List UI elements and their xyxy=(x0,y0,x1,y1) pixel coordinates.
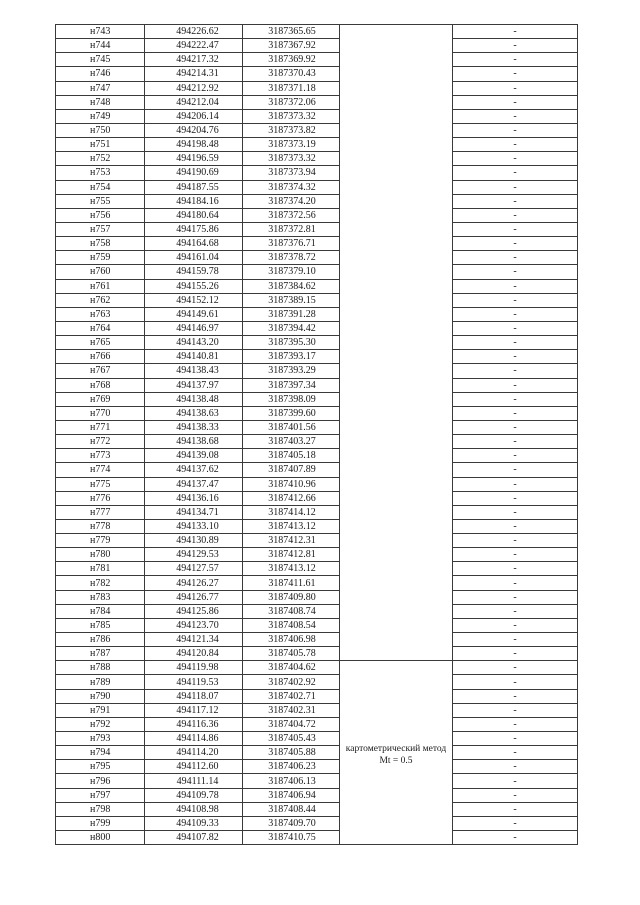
x-coordinate-cell: 494136.16 xyxy=(145,491,243,505)
point-name-cell: н752 xyxy=(56,152,145,166)
table-row xyxy=(56,590,578,604)
point-name-cell: н790 xyxy=(56,689,145,703)
note-cell: - xyxy=(453,505,578,519)
table-row xyxy=(56,67,578,81)
point-name-cell: н743 xyxy=(56,25,145,39)
y-coordinate-cell: 3187402.71 xyxy=(243,689,340,703)
table-row xyxy=(56,53,578,67)
y-coordinate-cell: 3187401.56 xyxy=(243,420,340,434)
note-cell: - xyxy=(453,180,578,194)
table-row xyxy=(56,166,578,180)
point-name-cell: н779 xyxy=(56,534,145,548)
note-cell: - xyxy=(453,307,578,321)
x-coordinate-cell: 494118.07 xyxy=(145,689,243,703)
y-coordinate-cell: 3187398.09 xyxy=(243,392,340,406)
x-coordinate-cell: 494138.33 xyxy=(145,420,243,434)
note-cell: - xyxy=(453,350,578,364)
x-coordinate-cell: 494222.47 xyxy=(145,39,243,53)
y-coordinate-cell: 3187412.31 xyxy=(243,534,340,548)
note-cell: - xyxy=(453,53,578,67)
table-row xyxy=(56,463,578,477)
table-row xyxy=(56,519,578,533)
note-cell: - xyxy=(453,364,578,378)
x-coordinate-cell: 494187.55 xyxy=(145,180,243,194)
x-coordinate-cell: 494126.77 xyxy=(145,590,243,604)
point-name-cell: н795 xyxy=(56,760,145,774)
y-coordinate-cell: 3187369.92 xyxy=(243,53,340,67)
table-row xyxy=(56,265,578,279)
point-name-cell: н796 xyxy=(56,774,145,788)
point-name-cell: н776 xyxy=(56,491,145,505)
note-cell: - xyxy=(453,109,578,123)
x-coordinate-cell: 494121.34 xyxy=(145,633,243,647)
note-cell: - xyxy=(453,590,578,604)
point-name-cell: н786 xyxy=(56,633,145,647)
point-name-cell: н744 xyxy=(56,39,145,53)
y-coordinate-cell: 3187402.92 xyxy=(243,675,340,689)
x-coordinate-cell: 494114.86 xyxy=(145,732,243,746)
table-row xyxy=(56,435,578,449)
point-name-cell: н782 xyxy=(56,576,145,590)
table-row xyxy=(56,647,578,661)
point-name-cell: н747 xyxy=(56,81,145,95)
x-coordinate-cell: 494198.48 xyxy=(145,138,243,152)
note-cell: - xyxy=(453,675,578,689)
note-cell: - xyxy=(453,67,578,81)
table-row xyxy=(56,194,578,208)
point-name-cell: н789 xyxy=(56,675,145,689)
y-coordinate-cell: 3187408.54 xyxy=(243,618,340,632)
point-name-cell: н788 xyxy=(56,661,145,675)
x-coordinate-cell: 494108.98 xyxy=(145,802,243,816)
table-row xyxy=(56,675,578,689)
x-coordinate-cell: 494155.26 xyxy=(145,279,243,293)
y-coordinate-cell: 3187373.32 xyxy=(243,152,340,166)
x-coordinate-cell: 494212.92 xyxy=(145,81,243,95)
table-row xyxy=(56,760,578,774)
y-coordinate-cell: 3187372.56 xyxy=(243,208,340,222)
x-coordinate-cell: 494214.31 xyxy=(145,67,243,81)
x-coordinate-cell: 494149.61 xyxy=(145,307,243,321)
table-row xyxy=(56,420,578,434)
y-coordinate-cell: 3187365.65 xyxy=(243,25,340,39)
x-coordinate-cell: 494180.64 xyxy=(145,208,243,222)
y-coordinate-cell: 3187405.78 xyxy=(243,647,340,661)
note-cell: - xyxy=(453,194,578,208)
table-row xyxy=(56,39,578,53)
y-coordinate-cell: 3187407.89 xyxy=(243,463,340,477)
table-row xyxy=(56,152,578,166)
note-cell: - xyxy=(453,576,578,590)
x-coordinate-cell: 494137.62 xyxy=(145,463,243,477)
table-row xyxy=(56,534,578,548)
note-cell: - xyxy=(453,618,578,632)
y-coordinate-cell: 3187408.44 xyxy=(243,802,340,816)
note-cell: - xyxy=(453,774,578,788)
note-cell: - xyxy=(453,661,578,675)
y-coordinate-cell: 3187410.75 xyxy=(243,831,340,845)
x-coordinate-cell: 494123.70 xyxy=(145,618,243,632)
table-row xyxy=(56,802,578,816)
table-row xyxy=(56,661,578,675)
table-row xyxy=(56,633,578,647)
table-row xyxy=(56,138,578,152)
point-name-cell: н754 xyxy=(56,180,145,194)
y-coordinate-cell: 3187412.66 xyxy=(243,491,340,505)
y-coordinate-cell: 3187414.12 xyxy=(243,505,340,519)
point-name-cell: н784 xyxy=(56,604,145,618)
note-cell: - xyxy=(453,746,578,760)
x-coordinate-cell: 494138.48 xyxy=(145,392,243,406)
y-coordinate-cell: 3187373.32 xyxy=(243,109,340,123)
point-name-cell: н749 xyxy=(56,109,145,123)
y-coordinate-cell: 3187405.43 xyxy=(243,732,340,746)
x-coordinate-cell: 494117.12 xyxy=(145,703,243,717)
note-cell: - xyxy=(453,816,578,830)
note-cell: - xyxy=(453,732,578,746)
x-coordinate-cell: 494111.14 xyxy=(145,774,243,788)
note-cell: - xyxy=(453,689,578,703)
note-cell: - xyxy=(453,222,578,236)
table-row xyxy=(56,222,578,236)
table-row xyxy=(56,321,578,335)
note-cell: - xyxy=(453,208,578,222)
point-name-cell: н791 xyxy=(56,703,145,717)
table-row xyxy=(56,477,578,491)
point-name-cell: н787 xyxy=(56,647,145,661)
point-name-cell: н745 xyxy=(56,53,145,67)
table-row xyxy=(56,562,578,576)
note-cell: - xyxy=(453,831,578,845)
x-coordinate-cell: 494212.04 xyxy=(145,95,243,109)
x-coordinate-cell: 494116.36 xyxy=(145,717,243,731)
y-coordinate-cell: 3187376.71 xyxy=(243,237,340,251)
point-name-cell: н775 xyxy=(56,477,145,491)
table-row xyxy=(56,208,578,222)
x-coordinate-cell: 494190.69 xyxy=(145,166,243,180)
table-row xyxy=(56,732,578,746)
x-coordinate-cell: 494152.12 xyxy=(145,293,243,307)
y-coordinate-cell: 3187404.62 xyxy=(243,661,340,675)
point-name-cell: н777 xyxy=(56,505,145,519)
y-coordinate-cell: 3187406.23 xyxy=(243,760,340,774)
y-coordinate-cell: 3187413.12 xyxy=(243,519,340,533)
y-coordinate-cell: 3187367.92 xyxy=(243,39,340,53)
note-cell: - xyxy=(453,788,578,802)
point-name-cell: н761 xyxy=(56,279,145,293)
y-coordinate-cell: 3187408.74 xyxy=(243,604,340,618)
point-name-cell: н783 xyxy=(56,590,145,604)
point-name-cell: н799 xyxy=(56,816,145,830)
y-coordinate-cell: 3187405.88 xyxy=(243,746,340,760)
x-coordinate-cell: 494159.78 xyxy=(145,265,243,279)
y-coordinate-cell: 3187378.72 xyxy=(243,251,340,265)
note-cell: - xyxy=(453,717,578,731)
table-row xyxy=(56,746,578,760)
point-name-cell: н794 xyxy=(56,746,145,760)
point-name-cell: н756 xyxy=(56,208,145,222)
y-coordinate-cell: 3187406.94 xyxy=(243,788,340,802)
x-coordinate-cell: 494137.97 xyxy=(145,378,243,392)
y-coordinate-cell: 3187379.10 xyxy=(243,265,340,279)
x-coordinate-cell: 494146.97 xyxy=(145,321,243,335)
table-row xyxy=(56,364,578,378)
table-row xyxy=(56,95,578,109)
point-name-cell: н780 xyxy=(56,548,145,562)
point-name-cell: н746 xyxy=(56,67,145,81)
point-name-cell: н757 xyxy=(56,222,145,236)
note-cell: - xyxy=(453,138,578,152)
coordinates-table-body xyxy=(56,25,578,845)
note-cell: - xyxy=(453,265,578,279)
x-coordinate-cell: 494127.57 xyxy=(145,562,243,576)
note-cell: - xyxy=(453,633,578,647)
note-cell: - xyxy=(453,647,578,661)
x-coordinate-cell: 494133.10 xyxy=(145,519,243,533)
point-name-cell: н798 xyxy=(56,802,145,816)
y-coordinate-cell: 3187409.80 xyxy=(243,590,340,604)
table-row xyxy=(56,576,578,590)
table-row xyxy=(56,689,578,703)
table-row xyxy=(56,831,578,845)
point-name-cell: н767 xyxy=(56,364,145,378)
y-coordinate-cell: 3187373.19 xyxy=(243,138,340,152)
y-coordinate-cell: 3187406.98 xyxy=(243,633,340,647)
point-name-cell: н773 xyxy=(56,449,145,463)
note-cell: - xyxy=(453,760,578,774)
point-name-cell: н758 xyxy=(56,237,145,251)
y-coordinate-cell: 3187391.28 xyxy=(243,307,340,321)
note-cell: - xyxy=(453,123,578,137)
x-coordinate-cell: 494196.59 xyxy=(145,152,243,166)
method-label: картометрический метод Mt = 0.5 xyxy=(345,743,447,766)
note-cell: - xyxy=(453,152,578,166)
point-name-cell: н772 xyxy=(56,435,145,449)
table-row xyxy=(56,604,578,618)
point-name-cell: н797 xyxy=(56,788,145,802)
point-name-cell: н748 xyxy=(56,95,145,109)
table-row xyxy=(56,293,578,307)
y-coordinate-cell: 3187410.96 xyxy=(243,477,340,491)
y-coordinate-cell: 3187389.15 xyxy=(243,293,340,307)
table-row xyxy=(56,251,578,265)
point-name-cell: н753 xyxy=(56,166,145,180)
table-row xyxy=(56,788,578,802)
table-row xyxy=(56,350,578,364)
note-cell: - xyxy=(453,435,578,449)
y-coordinate-cell: 3187406.13 xyxy=(243,774,340,788)
point-name-cell: н751 xyxy=(56,138,145,152)
table-row xyxy=(56,378,578,392)
table-row xyxy=(56,81,578,95)
y-coordinate-cell: 3187384.62 xyxy=(243,279,340,293)
table-row xyxy=(56,703,578,717)
point-name-cell: н769 xyxy=(56,392,145,406)
note-cell: - xyxy=(453,279,578,293)
x-coordinate-cell: 494125.86 xyxy=(145,604,243,618)
y-coordinate-cell: 3187412.81 xyxy=(243,548,340,562)
x-coordinate-cell: 494134.71 xyxy=(145,505,243,519)
note-cell: - xyxy=(453,378,578,392)
table-row xyxy=(56,279,578,293)
note-cell: - xyxy=(453,39,578,53)
y-coordinate-cell: 3187413.12 xyxy=(243,562,340,576)
y-coordinate-cell: 3187372.81 xyxy=(243,222,340,236)
y-coordinate-cell: 3187373.94 xyxy=(243,166,340,180)
note-cell: - xyxy=(453,420,578,434)
point-name-cell: н759 xyxy=(56,251,145,265)
point-name-cell: н764 xyxy=(56,321,145,335)
y-coordinate-cell: 3187393.29 xyxy=(243,364,340,378)
note-cell: - xyxy=(453,604,578,618)
x-coordinate-cell: 494109.33 xyxy=(145,816,243,830)
point-name-cell: н771 xyxy=(56,420,145,434)
point-name-cell: н760 xyxy=(56,265,145,279)
point-name-cell: н785 xyxy=(56,618,145,632)
y-coordinate-cell: 3187371.18 xyxy=(243,81,340,95)
note-cell: - xyxy=(453,519,578,533)
note-cell: - xyxy=(453,25,578,39)
y-coordinate-cell: 3187374.32 xyxy=(243,180,340,194)
point-name-cell: н774 xyxy=(56,463,145,477)
x-coordinate-cell: 494140.81 xyxy=(145,350,243,364)
point-name-cell: н800 xyxy=(56,831,145,845)
point-name-cell: н755 xyxy=(56,194,145,208)
y-coordinate-cell: 3187409.70 xyxy=(243,816,340,830)
x-coordinate-cell: 494112.60 xyxy=(145,760,243,774)
note-cell: - xyxy=(453,392,578,406)
point-name-cell: н765 xyxy=(56,336,145,350)
table-row xyxy=(56,109,578,123)
y-coordinate-cell: 3187394.42 xyxy=(243,321,340,335)
y-coordinate-cell: 3187402.31 xyxy=(243,703,340,717)
note-cell: - xyxy=(453,81,578,95)
table-row xyxy=(56,406,578,420)
note-cell: - xyxy=(453,449,578,463)
y-coordinate-cell: 3187395.30 xyxy=(243,336,340,350)
note-cell: - xyxy=(453,477,578,491)
table-row xyxy=(56,392,578,406)
point-name-cell: н768 xyxy=(56,378,145,392)
table-row xyxy=(56,336,578,350)
point-name-cell: н770 xyxy=(56,406,145,420)
x-coordinate-cell: 494143.20 xyxy=(145,336,243,350)
note-cell: - xyxy=(453,406,578,420)
y-coordinate-cell: 3187373.82 xyxy=(243,123,340,137)
note-cell: - xyxy=(453,534,578,548)
note-cell: - xyxy=(453,293,578,307)
table-row xyxy=(56,237,578,251)
x-coordinate-cell: 494226.62 xyxy=(145,25,243,39)
note-cell: - xyxy=(453,562,578,576)
y-coordinate-cell: 3187397.34 xyxy=(243,378,340,392)
coordinates-table xyxy=(55,24,578,845)
x-coordinate-cell: 494206.14 xyxy=(145,109,243,123)
y-coordinate-cell: 3187374.20 xyxy=(243,194,340,208)
x-coordinate-cell: 494109.78 xyxy=(145,788,243,802)
table-row xyxy=(56,774,578,788)
note-cell: - xyxy=(453,166,578,180)
y-coordinate-cell: 3187370.43 xyxy=(243,67,340,81)
x-coordinate-cell: 494164.68 xyxy=(145,237,243,251)
point-name-cell: н750 xyxy=(56,123,145,137)
point-name-cell: н766 xyxy=(56,350,145,364)
note-cell: - xyxy=(453,251,578,265)
x-coordinate-cell: 494217.32 xyxy=(145,53,243,67)
x-coordinate-cell: 494129.53 xyxy=(145,548,243,562)
table-row xyxy=(56,25,578,39)
method-cell-group-2 xyxy=(340,661,453,845)
point-name-cell: н781 xyxy=(56,562,145,576)
x-coordinate-cell: 494107.82 xyxy=(145,831,243,845)
table-row xyxy=(56,548,578,562)
x-coordinate-cell: 494175.86 xyxy=(145,222,243,236)
note-cell: - xyxy=(453,336,578,350)
x-coordinate-cell: 494161.04 xyxy=(145,251,243,265)
y-coordinate-cell: 3187405.18 xyxy=(243,449,340,463)
note-cell: - xyxy=(453,802,578,816)
table-row xyxy=(56,505,578,519)
y-coordinate-cell: 3187404.72 xyxy=(243,717,340,731)
x-coordinate-cell: 494114.20 xyxy=(145,746,243,760)
y-coordinate-cell: 3187411.61 xyxy=(243,576,340,590)
x-coordinate-cell: 494119.53 xyxy=(145,675,243,689)
note-cell: - xyxy=(453,321,578,335)
table-row xyxy=(56,123,578,137)
x-coordinate-cell: 494130.89 xyxy=(145,534,243,548)
x-coordinate-cell: 494119.98 xyxy=(145,661,243,675)
note-cell: - xyxy=(453,95,578,109)
point-name-cell: н763 xyxy=(56,307,145,321)
table-row xyxy=(56,618,578,632)
x-coordinate-cell: 494126.27 xyxy=(145,576,243,590)
x-coordinate-cell: 494138.63 xyxy=(145,406,243,420)
table-row xyxy=(56,180,578,194)
note-cell: - xyxy=(453,548,578,562)
x-coordinate-cell: 494138.43 xyxy=(145,364,243,378)
x-coordinate-cell: 494139.08 xyxy=(145,449,243,463)
table-row xyxy=(56,816,578,830)
y-coordinate-cell: 3187393.17 xyxy=(243,350,340,364)
y-coordinate-cell: 3187403.27 xyxy=(243,435,340,449)
point-name-cell: н793 xyxy=(56,732,145,746)
x-coordinate-cell: 494184.16 xyxy=(145,194,243,208)
note-cell: - xyxy=(453,491,578,505)
note-cell: - xyxy=(453,237,578,251)
table-row xyxy=(56,449,578,463)
point-name-cell: н792 xyxy=(56,717,145,731)
method-cell-group-1 xyxy=(340,25,453,661)
y-coordinate-cell: 3187399.60 xyxy=(243,406,340,420)
table-row xyxy=(56,491,578,505)
point-name-cell: н778 xyxy=(56,519,145,533)
table-row xyxy=(56,717,578,731)
note-cell: - xyxy=(453,703,578,717)
note-cell: - xyxy=(453,463,578,477)
table-row xyxy=(56,307,578,321)
x-coordinate-cell: 494137.47 xyxy=(145,477,243,491)
x-coordinate-cell: 494138.68 xyxy=(145,435,243,449)
point-name-cell: н762 xyxy=(56,293,145,307)
x-coordinate-cell: 494120.84 xyxy=(145,647,243,661)
y-coordinate-cell: 3187372.06 xyxy=(243,95,340,109)
x-coordinate-cell: 494204.76 xyxy=(145,123,243,137)
